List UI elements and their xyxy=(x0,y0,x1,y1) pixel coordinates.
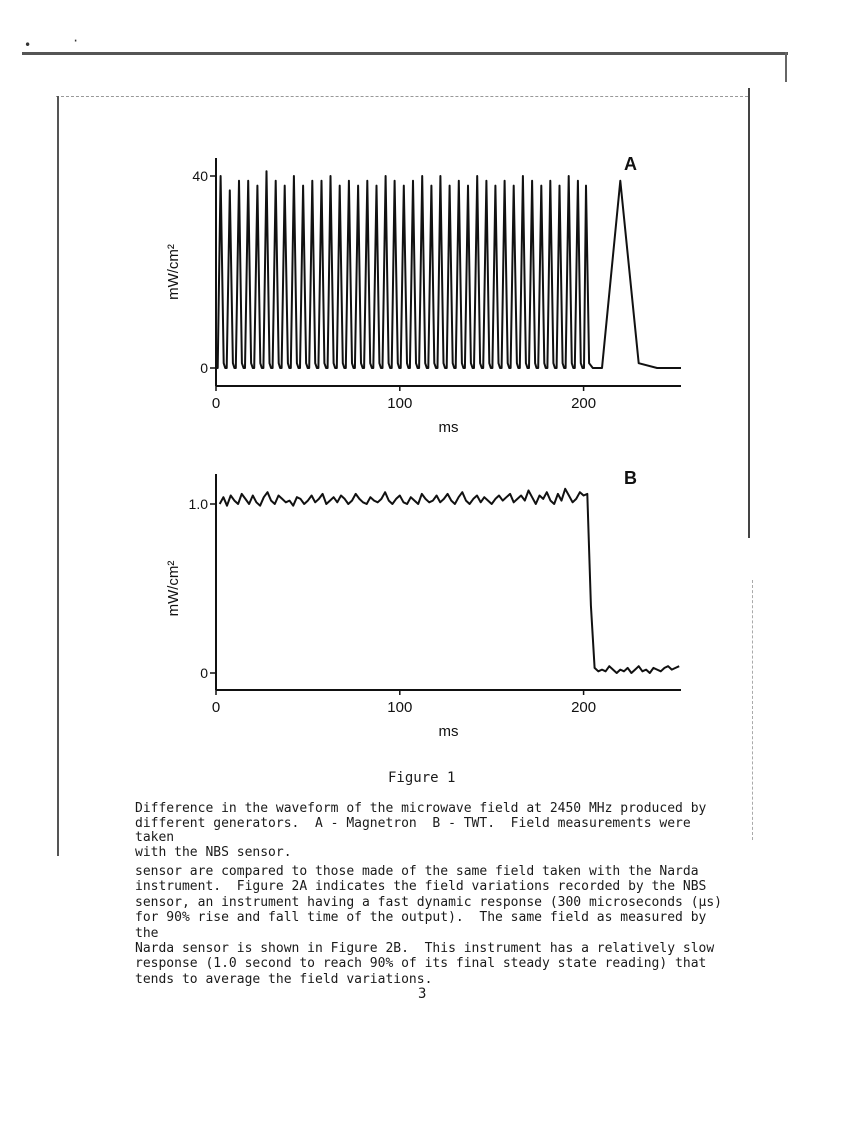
y-tick-label: 40 xyxy=(192,168,208,184)
scan-speck: • xyxy=(24,38,32,52)
x-tick-label: 0 xyxy=(211,699,221,716)
scan-speck: · xyxy=(72,34,80,48)
y-tick-label: 0 xyxy=(200,665,208,681)
panel-label: A xyxy=(624,154,637,174)
y-tick-label: 1.0 xyxy=(188,496,208,512)
y-axis-label: mW/cm² xyxy=(165,244,182,300)
figure-caption: Difference in the waveform of the microwave field at 2450 MHz produced by different generators. A - Magnetron B - TWT. Field measurements were taken with the NBS sensor. xyxy=(135,801,707,860)
x-axis-label: ms xyxy=(438,723,459,740)
body-paragraph: sensor are compared to those made of the same field taken with the Narda instrument. Figure 2A indicates the field variations recorded by the NBS sensor, an instrument having a fast dynamic response (300 microseconds (µs) for 90% rise and fall time of the output). The same field as measured by the Narda sensor is shown in Figure 2B. This instrument has a relatively slow response (1.0 second to reach 90% of its final steady state reading) that tends to average the field variations. xyxy=(135,864,722,987)
panel-label: B xyxy=(624,468,637,488)
series-line xyxy=(220,489,680,673)
x-tick-label: 0 xyxy=(211,395,221,412)
x-tick-label: 100 xyxy=(387,395,413,412)
x-tick-label: 200 xyxy=(571,395,597,412)
page-number: 3 xyxy=(418,986,427,1002)
y-axis-label: mW/cm² xyxy=(165,560,182,617)
x-tick-label: 200 xyxy=(571,699,597,716)
figure-title: Figure 1 xyxy=(388,770,456,786)
x-axis-label: ms xyxy=(438,419,459,436)
x-tick-label: 100 xyxy=(387,699,413,716)
y-tick-label: 0 xyxy=(200,360,208,376)
